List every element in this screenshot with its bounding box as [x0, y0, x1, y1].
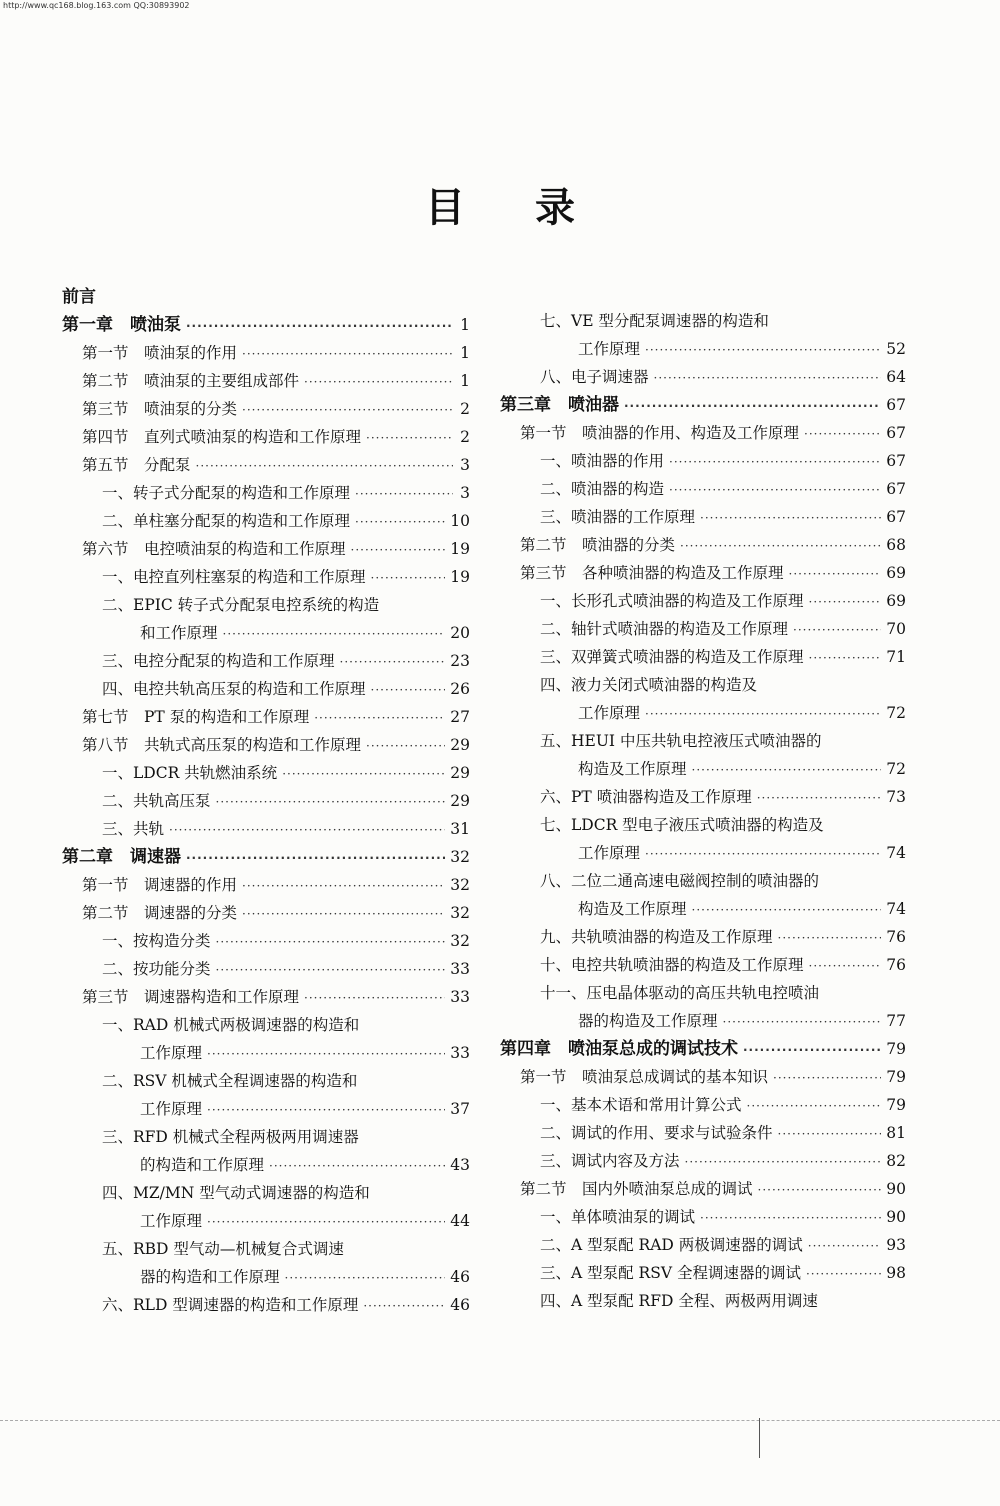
- toc-page-number: 46: [450, 1296, 470, 1314]
- toc-leader-dots: [314, 704, 445, 732]
- toc-page-number: 27: [450, 708, 470, 726]
- toc-page-number: 31: [450, 820, 470, 838]
- toc-leader-dots: [809, 588, 882, 616]
- toc-entry-title: 三、电控分配泵的构造和工作原理: [102, 652, 335, 670]
- toc-entry: [62, 731, 470, 759]
- toc-page-number: 32: [450, 848, 470, 866]
- toc-entry: [500, 699, 906, 727]
- toc-entry: [500, 1147, 906, 1175]
- toc-entry: [62, 1067, 470, 1095]
- toc-entry-title: 第一节 喷油泵总成调试的基本知识: [520, 1068, 769, 1086]
- toc-entry-title: 一、LDCR 共轨燃油系统: [102, 764, 278, 782]
- toc-entry-title: 六、RLD 型调速器的构造和工作原理: [102, 1296, 359, 1314]
- toc-leader-dots: [196, 452, 453, 480]
- toc-entry: [500, 643, 906, 671]
- toc-entry: [500, 951, 906, 979]
- toc-leader-dots: [685, 1148, 882, 1176]
- toc-leader-dots: [645, 700, 881, 728]
- toc-entry: [500, 1063, 906, 1091]
- toc-entry: [62, 1235, 470, 1263]
- toc-entry: [62, 619, 470, 647]
- toc-left-column: [62, 283, 470, 1319]
- toc-entry-title: 第二章 调速器: [62, 847, 181, 867]
- toc-leader-dots: [669, 476, 881, 504]
- toc-right-column: [500, 307, 906, 1315]
- toc-entry-title: 三、A 型泵配 RSV 全程调速器的调试: [540, 1264, 801, 1282]
- toc-entry: [62, 927, 470, 955]
- toc-entry-title: 五、RBD 型气动—机械复合式调速: [102, 1240, 344, 1258]
- toc-entry: [62, 1011, 470, 1039]
- toc-leader-dots: [793, 616, 881, 644]
- toc-entry-title: 第一节 喷油泵的作用: [82, 344, 238, 362]
- toc-entry-title: 一、长形孔式喷油器的构造及工作原理: [540, 592, 804, 610]
- toc-page-number: 79: [886, 1096, 906, 1114]
- toc-entry-title: 工作原理: [578, 844, 641, 862]
- toc-entry: [62, 563, 470, 591]
- toc-entry-title: 器的构造及工作原理: [578, 1012, 718, 1030]
- toc-page-number: 29: [450, 792, 470, 810]
- toc-page-number: 2: [460, 400, 470, 418]
- toc-entry-title: 第八节 共轨式高压泵的构造和工作原理: [82, 736, 362, 754]
- toc-entry: [62, 1291, 470, 1319]
- toc-page-number: 71: [886, 648, 906, 666]
- toc-entry-title: 七、VE 型分配泵调速器的构造和: [540, 312, 769, 330]
- toc-page-number: 82: [886, 1152, 906, 1170]
- toc-page-number: 2: [460, 428, 470, 446]
- toc-entry-title: 第七节 PT 泵的构造和工作原理: [82, 708, 310, 726]
- toc-entry-title: 第六节 电控喷油泵的构造和工作原理: [82, 540, 346, 558]
- toc-entry-title: 二、共轨高压泵: [102, 792, 211, 810]
- toc-leader-dots: [371, 676, 446, 704]
- toc-leader-dots: [285, 1264, 446, 1292]
- page-title: 目录: [425, 185, 645, 231]
- toc-entry: [500, 671, 906, 699]
- toc-page-number: 32: [450, 876, 470, 894]
- toc-entry-title: 一、转子式分配泵的构造和工作原理: [102, 484, 351, 502]
- toc-leader-dots: [680, 532, 881, 560]
- toc-leader-dots: [692, 896, 882, 924]
- toc-entry-title: 一、电控直列柱塞泵的构造和工作原理: [102, 568, 366, 586]
- toc-entry-title: 一、RAD 机械式两极调速器的构造和: [102, 1016, 360, 1034]
- toc-entry-title: 四、电控共轨高压泵的构造和工作原理: [102, 680, 366, 698]
- toc-page-number: 1: [460, 316, 470, 334]
- toc-entry: [62, 1123, 470, 1151]
- toc-entry-title: 一、按构造分类: [102, 932, 211, 950]
- toc-entry-title: 工作原理: [140, 1044, 203, 1062]
- toc-entry: [500, 531, 906, 559]
- toc-page-number: 76: [886, 928, 906, 946]
- toc-page-number: 74: [886, 844, 906, 862]
- toc-entry-title: 构造及工作原理: [578, 900, 687, 918]
- toc-leader-dots: [186, 844, 445, 872]
- toc-chapter-entry: [500, 1035, 906, 1063]
- toc-leader-dots: [700, 1204, 881, 1232]
- toc-leader-dots: [700, 504, 881, 532]
- toc-entry: [62, 339, 470, 367]
- toc-entry: [500, 867, 906, 895]
- toc-page-number: 64: [886, 368, 906, 386]
- toc-entry: [500, 727, 906, 755]
- toc-leader-dots: [778, 1120, 882, 1148]
- toc-page-number: 1: [460, 372, 470, 390]
- toc-entry: [62, 591, 470, 619]
- toc-entry-title: 一、喷油器的作用: [540, 452, 665, 470]
- toc-entry-title: 七、LDCR 型电子液压式喷油器的构造及: [540, 816, 824, 834]
- toc-entry: [62, 703, 470, 731]
- toc-page-number: 90: [886, 1208, 906, 1226]
- toc-entry: [62, 759, 470, 787]
- toc-page-number: 32: [450, 904, 470, 922]
- toc-entry-title: 第一章 喷油泵: [62, 315, 181, 335]
- toc-leader-dots: [282, 760, 445, 788]
- toc-page-number: 33: [450, 1044, 470, 1062]
- toc-leader-dots: [747, 1092, 882, 1120]
- toc-entry-title: 第三章 喷油器: [500, 395, 619, 415]
- toc-page-number: 33: [450, 988, 470, 1006]
- toc-entry-title: 二、A 型泵配 RAD 两极调速器的调试: [540, 1236, 803, 1254]
- toc-entry-title: 第三节 喷油泵的分类: [82, 400, 238, 418]
- toc-entry: [500, 447, 906, 475]
- toc-page-number: 19: [450, 568, 470, 586]
- toc-leader-dots: [223, 620, 446, 648]
- toc-leader-dots: [366, 424, 453, 452]
- bottom-scan-tick: [759, 1418, 760, 1458]
- toc-page-number: 3: [460, 484, 470, 502]
- bottom-scan-rule: [0, 1420, 1000, 1421]
- toc-leader-dots: [645, 840, 881, 868]
- toc-entry: [62, 647, 470, 675]
- toc-leader-dots: [723, 1008, 882, 1036]
- toc-entry-title: 九、共轨喷油器的构造及工作原理: [540, 928, 773, 946]
- toc-chapter-entry: [62, 311, 470, 339]
- toc-entry-title: 二、RSV 机械式全程调速器的构造和: [102, 1072, 358, 1090]
- toc-page-number: 52: [886, 340, 906, 358]
- toc-leader-dots: [371, 564, 446, 592]
- toc-chapter-entry: [500, 391, 906, 419]
- toc-entry: [500, 895, 906, 923]
- toc-entry-title: 二、按功能分类: [102, 960, 211, 978]
- toc-entry: [62, 871, 470, 899]
- toc-page-number: 1: [460, 344, 470, 362]
- toc-entry: [62, 507, 470, 535]
- toc-entry-title: 二、轴针式喷油器的构造及工作原理: [540, 620, 789, 638]
- toc-page-number: 69: [886, 564, 906, 582]
- toc-entry-title: 八、电子调速器: [540, 368, 649, 386]
- toc-entry-title: 二、调试的作用、要求与试验条件: [540, 1124, 773, 1142]
- toc-entry: [500, 1231, 906, 1259]
- toc-leader-dots: [743, 1036, 881, 1064]
- toc-entry: [500, 811, 906, 839]
- toc-entry-title: 五、HEUI 中压共轨电控液压式喷油器的: [540, 732, 822, 750]
- toc-entry-title: 和工作原理: [140, 624, 218, 642]
- toc-entry-title: 第二节 调速器的分类: [82, 904, 238, 922]
- toc-page-number: 46: [450, 1268, 470, 1286]
- toc-entry: [62, 1151, 470, 1179]
- toc-leader-dots: [758, 1176, 882, 1204]
- toc-page-number: 10: [450, 512, 470, 530]
- toc-chapter-entry: [62, 843, 470, 871]
- toc-entry-title: 第二节 国内外喷油泵总成的调试: [520, 1180, 753, 1198]
- toc-entry-title: 三、RFD 机械式全程两极两用调速器: [102, 1128, 359, 1146]
- toc-entry-title: 第二节 喷油泵的主要组成部件: [82, 372, 300, 390]
- toc-page-number: 32: [450, 932, 470, 950]
- toc-leader-dots: [778, 924, 882, 952]
- toc-entry: [62, 955, 470, 983]
- toc-entry: [62, 1095, 470, 1123]
- toc-page-number: 69: [886, 592, 906, 610]
- toc-entry-title: 工作原理: [140, 1100, 203, 1118]
- toc-entry: [62, 423, 470, 451]
- watermark-text: http://www.qc168.blog.163.com QQ:30893902: [3, 1, 190, 10]
- toc-entry: [62, 1263, 470, 1291]
- toc-leader-dots: [645, 336, 881, 364]
- toc-page-number: 81: [886, 1124, 906, 1142]
- toc-page-number: 67: [886, 508, 906, 526]
- toc-entry: [62, 451, 470, 479]
- toc-entry-title: 构造及工作原理: [578, 760, 687, 778]
- toc-entry: [62, 815, 470, 843]
- toc-entry: [500, 419, 906, 447]
- toc-leader-dots: [773, 1064, 881, 1092]
- toc-entry-title: 第一节 调速器的作用: [82, 876, 238, 894]
- toc-leader-dots: [654, 364, 882, 392]
- toc-leader-dots: [207, 1096, 445, 1124]
- toc-page-number: 23: [450, 652, 470, 670]
- toc-page-number: 68: [886, 536, 906, 554]
- toc-page-number: 20: [450, 624, 470, 642]
- toc-entry: [62, 1179, 470, 1207]
- toc-entry: [500, 1175, 906, 1203]
- toc-page-number: 44: [450, 1212, 470, 1230]
- toc-leader-dots: [269, 1152, 445, 1180]
- toc-leader-dots: [355, 480, 453, 508]
- toc-entry: [500, 755, 906, 783]
- toc-entry-title: 一、单体喷油泵的调试: [540, 1208, 696, 1226]
- toc-entry-title: 器的构造和工作原理: [140, 1268, 280, 1286]
- toc-entry: [500, 307, 906, 335]
- toc-entry: [62, 675, 470, 703]
- toc-entry-title: 六、PT 喷油器构造及工作原理: [540, 788, 752, 806]
- toc-leader-dots: [692, 756, 882, 784]
- toc-entry: [500, 615, 906, 643]
- toc-leader-dots: [808, 1232, 881, 1260]
- toc-page-number: 19: [450, 540, 470, 558]
- toc-entry: [500, 1007, 906, 1035]
- toc-page-number: 26: [450, 680, 470, 698]
- toc-entry: [62, 283, 470, 311]
- toc-entry: [62, 367, 470, 395]
- toc-entry-title: 工作原理: [140, 1212, 203, 1230]
- toc-entry-title: 八、二位二通高速电磁阀控制的喷油器的: [540, 872, 820, 890]
- toc-leader-dots: [216, 956, 446, 984]
- toc-leader-dots: [242, 872, 445, 900]
- toc-entry-title: 前言: [62, 287, 96, 307]
- toc-entry: [500, 923, 906, 951]
- toc-entry: [500, 839, 906, 867]
- toc-leader-dots: [804, 420, 881, 448]
- toc-page-number: 90: [886, 1180, 906, 1198]
- toc-entry-title: 二、单柱塞分配泵的构造和工作原理: [102, 512, 351, 530]
- toc-leader-dots: [809, 952, 882, 980]
- toc-entry: [500, 503, 906, 531]
- toc-leader-dots: [355, 508, 445, 536]
- toc-entry: [500, 783, 906, 811]
- toc-entry-title: 第三节 各种喷油器的构造及工作原理: [520, 564, 784, 582]
- toc-page-number: 3: [460, 456, 470, 474]
- toc-page-number: 98: [886, 1264, 906, 1282]
- toc-leader-dots: [169, 816, 445, 844]
- toc-entry-title: 四、液力关闭式喷油器的构造及: [540, 676, 758, 694]
- toc-entry: [500, 1091, 906, 1119]
- toc-entry: [500, 1287, 906, 1315]
- toc-page-number: 29: [450, 736, 470, 754]
- toc-entry-title: 三、双弹簧式喷油器的构造及工作原理: [540, 648, 804, 666]
- toc-leader-dots: [363, 1292, 445, 1320]
- toc-entry: [500, 1119, 906, 1147]
- toc-page-number: 37: [450, 1100, 470, 1118]
- toc-entry: [500, 559, 906, 587]
- toc-entry: [62, 1207, 470, 1235]
- toc-leader-dots: [806, 1260, 881, 1288]
- toc-page-number: 67: [886, 480, 906, 498]
- toc-entry-title: 一、基本术语和常用计算公式: [540, 1096, 742, 1114]
- toc-entry-title: 二、喷油器的构造: [540, 480, 665, 498]
- toc-leader-dots: [789, 560, 882, 588]
- toc-page-number: 43: [450, 1156, 470, 1174]
- toc-entry: [500, 363, 906, 391]
- toc-leader-dots: [207, 1040, 445, 1068]
- toc-page-number: 67: [886, 452, 906, 470]
- toc-entry: [62, 535, 470, 563]
- toc-leader-dots: [207, 1208, 445, 1236]
- toc-entry-title: 三、共轨: [102, 820, 165, 838]
- toc-leader-dots: [216, 788, 446, 816]
- toc-entry: [500, 1203, 906, 1231]
- toc-page-number: 77: [886, 1012, 906, 1030]
- toc-leader-dots: [304, 984, 445, 1012]
- toc-leader-dots: [216, 928, 446, 956]
- toc-page-number: 79: [886, 1068, 906, 1086]
- toc-entry: [62, 899, 470, 927]
- toc-page-number: 29: [450, 764, 470, 782]
- toc-entry: [62, 787, 470, 815]
- toc-page-number: 79: [886, 1040, 906, 1058]
- toc-entry-title: 工作原理: [578, 340, 641, 358]
- toc-page-number: 73: [886, 788, 906, 806]
- toc-leader-dots: [624, 392, 881, 420]
- toc-entry-title: 十、电控共轨喷油器的构造及工作原理: [540, 956, 804, 974]
- toc-entry: [62, 479, 470, 507]
- toc-leader-dots: [366, 732, 445, 760]
- toc-page-number: 93: [886, 1236, 906, 1254]
- toc-page-number: 72: [886, 760, 906, 778]
- toc-leader-dots: [351, 536, 446, 564]
- toc-entry-title: 第一节 喷油器的作用、构造及工作原理: [520, 424, 800, 442]
- toc-entry: [500, 475, 906, 503]
- toc-page-number: 70: [886, 620, 906, 638]
- toc-entry: [500, 587, 906, 615]
- toc-entry-title: 第四章 喷油泵总成的调试技术: [500, 1039, 738, 1059]
- toc-page-number: 67: [886, 424, 906, 442]
- toc-leader-dots: [304, 368, 453, 396]
- toc-leader-dots: [242, 900, 445, 928]
- toc-page-number: 33: [450, 960, 470, 978]
- toc-entry: [62, 395, 470, 423]
- toc-entry: [62, 983, 470, 1011]
- toc-entry-title: 第二节 喷油器的分类: [520, 536, 676, 554]
- toc-entry-title: 十一、压电晶体驱动的高压共轨电控喷油: [540, 984, 820, 1002]
- toc-entry-title: 的构造和工作原理: [140, 1156, 265, 1174]
- toc-entry-title: 第三节 调速器构造和工作原理: [82, 988, 300, 1006]
- toc-page-number: 76: [886, 956, 906, 974]
- toc-entry-title: 四、MZ/MN 型气动式调速器的构造和: [102, 1184, 370, 1202]
- toc-entry: [500, 1259, 906, 1287]
- toc-entry-title: 第四节 直列式喷油泵的构造和工作原理: [82, 428, 362, 446]
- toc-entry: [500, 335, 906, 363]
- toc-page-number: 67: [886, 396, 906, 414]
- toc-entry-title: 二、EPIC 转子式分配泵电控系统的构造: [102, 596, 380, 614]
- toc-entry-title: 工作原理: [578, 704, 641, 722]
- toc-entry-title: 三、喷油器的工作原理: [540, 508, 696, 526]
- toc-leader-dots: [669, 448, 881, 476]
- toc-leader-dots: [809, 644, 882, 672]
- toc-page-number: 72: [886, 704, 906, 722]
- toc-page-number: 74: [886, 900, 906, 918]
- toc-entry-title: 四、A 型泵配 RFD 全程、两极两用调速: [540, 1292, 818, 1310]
- toc-leader-dots: [186, 312, 453, 340]
- toc-entry-title: 第五节 分配泵: [82, 456, 191, 474]
- toc-leader-dots: [242, 340, 453, 368]
- toc-entry: [500, 979, 906, 1007]
- toc-entry: [62, 1039, 470, 1067]
- toc-leader-dots: [757, 784, 882, 812]
- toc-entry-title: 三、调试内容及方法: [540, 1152, 680, 1170]
- toc-leader-dots: [242, 396, 453, 424]
- toc-leader-dots: [340, 648, 446, 676]
